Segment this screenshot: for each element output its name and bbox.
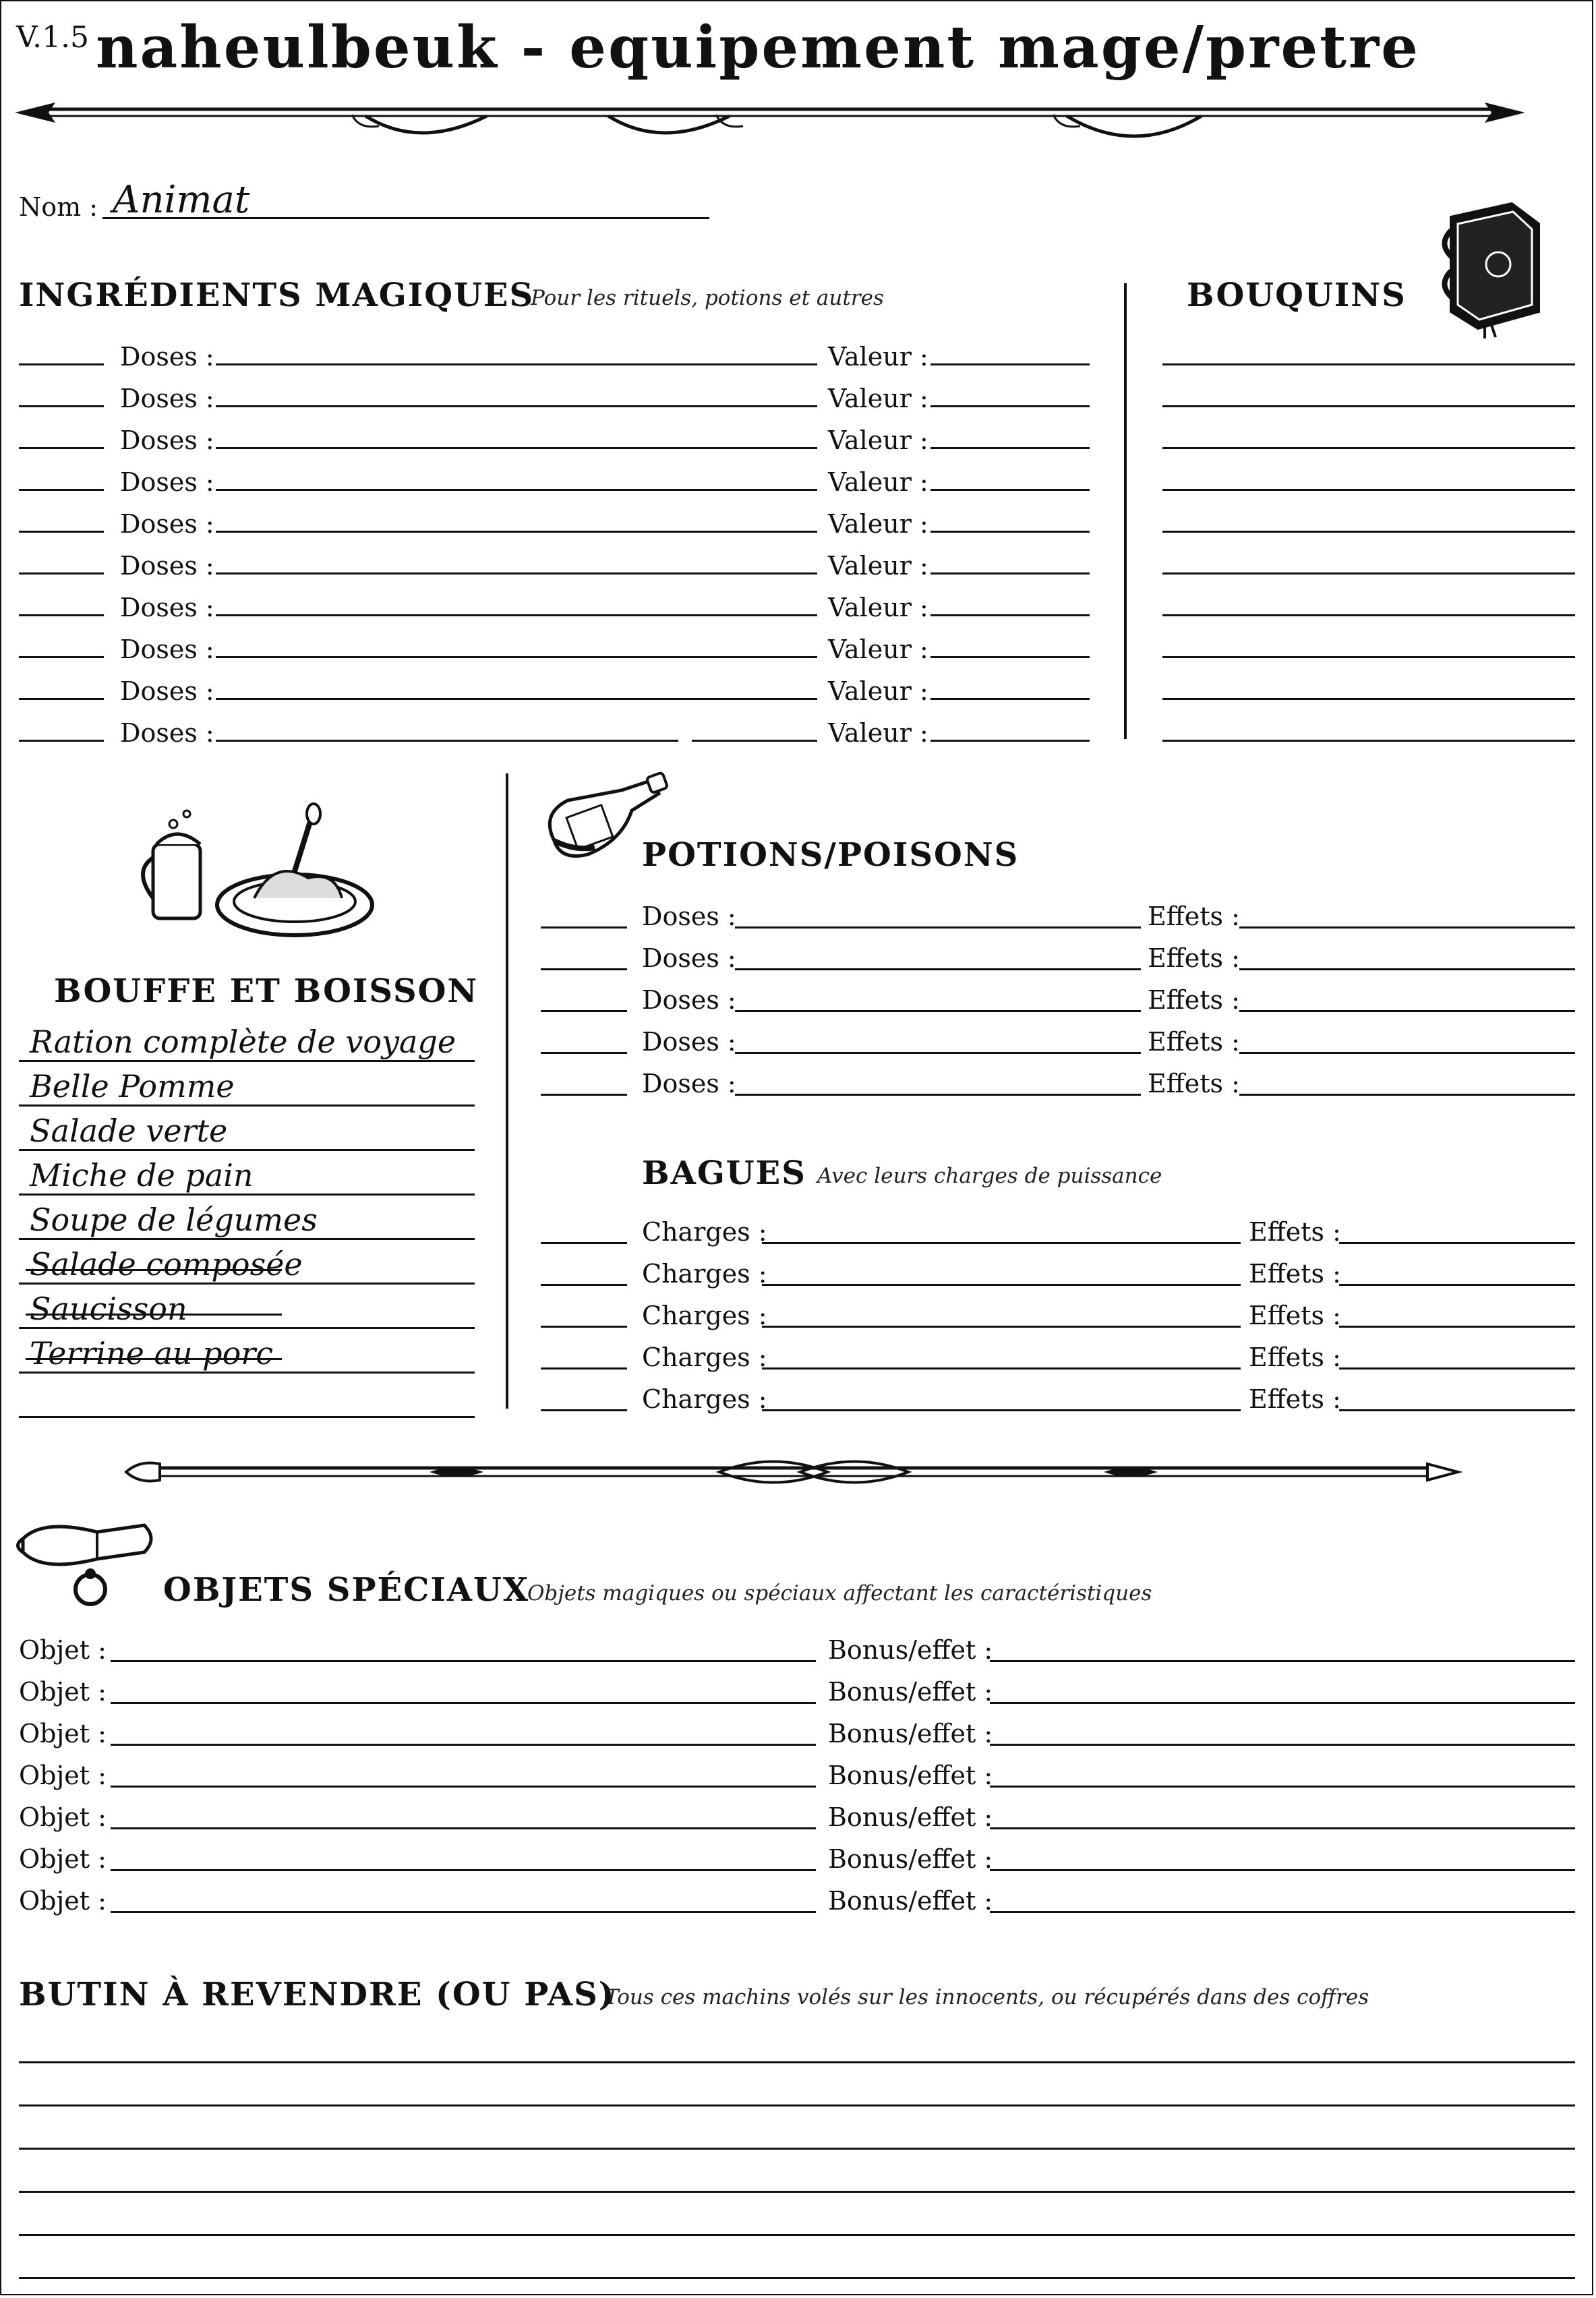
food-line[interactable] <box>19 1327 475 1329</box>
special-object-label: Objet : <box>19 1761 107 1790</box>
special-object-label: Objet : <box>19 1719 107 1748</box>
ingredients-title: INGRÉDIENTS MAGIQUES <box>19 276 535 314</box>
ingredient-value-label: Valeur : <box>828 593 928 622</box>
special-object-label: Objet : <box>19 1635 107 1665</box>
ring-effects-label: Effets : <box>1249 1217 1341 1247</box>
special-bonus-label: Bonus/effet : <box>828 1886 993 1916</box>
potions-title: POTIONS/POISONS <box>642 836 1019 874</box>
potion-effects-field[interactable] <box>1239 926 1575 929</box>
potion-doses-label: Doses : <box>642 1069 736 1098</box>
food-plate-icon <box>140 804 376 945</box>
ingredient-value-label: Valeur : <box>828 551 928 581</box>
potion-qty-field[interactable] <box>541 968 627 970</box>
special-object-field[interactable] <box>111 1911 816 1913</box>
special-bonus-field[interactable] <box>990 1702 1575 1704</box>
potion-effects-field[interactable] <box>1239 1094 1575 1096</box>
ingredient-doses-label: Doses : <box>120 551 214 581</box>
food-item: Soupe de légumes <box>30 1202 318 1238</box>
ingredient-name-field[interactable] <box>216 572 817 574</box>
book-field[interactable] <box>1162 740 1575 742</box>
loot-field[interactable] <box>19 2191 1575 2193</box>
book-field[interactable] <box>1162 614 1575 616</box>
potion-qty-field[interactable] <box>541 1094 627 1096</box>
potion-effects-field[interactable] <box>1239 1052 1575 1054</box>
name-value[interactable]: Animat <box>113 178 250 222</box>
book-field[interactable] <box>1162 363 1575 365</box>
page-title: naheulbeuk - equipement mage/pretre <box>96 13 1420 82</box>
ring-charges-label: Charges : <box>642 1343 767 1372</box>
potion-doses-label: Doses : <box>642 902 736 931</box>
ingredient-doses-label: Doses : <box>120 509 214 539</box>
ring-effects-field[interactable] <box>1339 1367 1575 1369</box>
ingredient-qty-field[interactable] <box>19 405 104 407</box>
book-field[interactable] <box>1162 447 1575 449</box>
potion-name-field[interactable] <box>735 968 1141 970</box>
ingredient-value-field[interactable] <box>930 531 1090 533</box>
potion-effects-label: Effets : <box>1148 1027 1240 1057</box>
ingredient-name-field[interactable] <box>216 698 817 700</box>
special-bonus-label: Bonus/effet : <box>828 1844 993 1874</box>
special-bonus-label: Bonus/effet : <box>828 1635 993 1665</box>
ring-effects-field[interactable] <box>1339 1326 1575 1328</box>
ingredient-name-field[interactable] <box>216 489 817 491</box>
ingredient-value-label: Valeur : <box>828 635 928 664</box>
food-item: Terrine au porc <box>30 1335 274 1372</box>
loot-field[interactable] <box>19 2061 1575 2063</box>
ingredient-value-label: Valeur : <box>828 718 928 748</box>
food-line[interactable] <box>19 1416 475 1418</box>
ring-qty-field[interactable] <box>541 1284 627 1286</box>
ingredient-qty-field[interactable] <box>19 740 104 742</box>
spellbook-icon <box>1438 197 1545 338</box>
spear-divider-icon <box>15 89 1525 150</box>
ingredient-qty-field[interactable] <box>19 489 104 491</box>
ring-charges-field[interactable] <box>762 1284 1241 1286</box>
ring-qty-field[interactable] <box>541 1242 627 1244</box>
loot-subtitle: Tous ces machins volés sur les innocents, ou récupérés dans des coffres <box>605 1985 1369 2009</box>
ring-charges-label: Charges : <box>642 1384 767 1414</box>
loot-field[interactable] <box>19 2104 1575 2106</box>
special-bonus-label: Bonus/effet : <box>828 1761 993 1790</box>
potion-effects-label: Effets : <box>1148 902 1240 931</box>
food-potions-divider <box>506 773 508 1409</box>
food-item-strikethrough <box>26 1269 282 1271</box>
ingredient-value-field[interactable] <box>930 656 1090 658</box>
ingredient-qty-field[interactable] <box>19 363 104 365</box>
food-item: Salade composée <box>30 1246 303 1283</box>
ring-charges-field[interactable] <box>762 1242 1241 1244</box>
potion-name-field[interactable] <box>735 1052 1141 1054</box>
ring-effects-field[interactable] <box>1339 1409 1575 1411</box>
ingredient-doses-label: Doses : <box>120 384 214 413</box>
name-label: Nom : <box>19 192 98 222</box>
food-line[interactable] <box>19 1104 475 1107</box>
ingredient-value-label: Valeur : <box>828 384 928 413</box>
ingredient-value-field[interactable] <box>930 572 1090 574</box>
food-line[interactable] <box>19 1060 475 1062</box>
book-field[interactable] <box>1162 656 1575 658</box>
potion-effects-label: Effets : <box>1148 985 1240 1015</box>
ingredient-value-field[interactable] <box>930 614 1090 616</box>
ingredient-qty-field[interactable] <box>19 614 104 616</box>
potion-qty-field[interactable] <box>541 1010 627 1012</box>
ingredient-doses-label: Doses : <box>120 635 214 664</box>
food-item: Miche de pain <box>30 1157 254 1194</box>
food-item-strikethrough <box>26 1358 282 1360</box>
ingredient-value-label: Valeur : <box>828 342 928 372</box>
special-object-label: Objet : <box>19 1802 107 1832</box>
book-field[interactable] <box>1162 405 1575 407</box>
food-line[interactable] <box>19 1238 475 1240</box>
potion-effects-field[interactable] <box>1239 1010 1575 1012</box>
rings-subtitle: Avec leurs charges de puissance <box>817 1164 1162 1188</box>
ring-charges-field[interactable] <box>762 1326 1241 1328</box>
loot-field[interactable] <box>19 2234 1575 2236</box>
special-object-field[interactable] <box>111 1660 816 1662</box>
special-object-field[interactable] <box>111 1702 816 1704</box>
ingredient-name-field[interactable] <box>216 363 817 365</box>
food-item: Salade verte <box>30 1113 228 1149</box>
ingredient-value-label: Valeur : <box>828 425 928 455</box>
ingredient-value-field[interactable] <box>930 740 1090 742</box>
version-label: V.1.5 <box>16 20 90 55</box>
name-underline <box>102 217 709 219</box>
ingredient-name-field[interactable] <box>216 531 817 533</box>
food-item: Ration complète de voyage <box>30 1024 456 1060</box>
special-bonus-field[interactable] <box>990 1660 1575 1662</box>
ring-charges-label: Charges : <box>642 1301 767 1330</box>
rings-title: BAGUES <box>642 1154 806 1192</box>
ring-qty-field[interactable] <box>541 1326 627 1328</box>
potion-doses-label: Doses : <box>642 985 736 1015</box>
ingredient-doses-label: Doses : <box>120 593 214 622</box>
food-item-strikethrough <box>26 1314 282 1316</box>
potion-doses-label: Doses : <box>642 1027 736 1057</box>
ingredient-value-label: Valeur : <box>828 467 928 497</box>
ingredient-name-field[interactable] <box>216 405 817 407</box>
special-object-label: Objet : <box>19 1677 107 1707</box>
ring-effects-field[interactable] <box>1339 1284 1575 1286</box>
ingredient-value-field[interactable] <box>930 447 1090 449</box>
ring-effects-field[interactable] <box>1339 1242 1575 1244</box>
ingredient-qty-field[interactable] <box>19 447 104 449</box>
special-bonus-label: Bonus/effet : <box>828 1802 993 1832</box>
food-line[interactable] <box>19 1194 475 1196</box>
special-objects-subtitle: Objets magiques ou spéciaux affectant les caractéristiques <box>527 1581 1152 1605</box>
special-bonus-field[interactable] <box>990 1744 1575 1746</box>
special-object-label: Objet : <box>19 1886 107 1916</box>
special-bonus-field[interactable] <box>990 1827 1575 1829</box>
ring-charges-label: Charges : <box>642 1259 767 1289</box>
ingredient-value-field[interactable] <box>930 363 1090 365</box>
ring-effects-label: Effets : <box>1249 1343 1341 1372</box>
food-item: Saucisson <box>30 1291 187 1327</box>
book-field[interactable] <box>1162 572 1575 574</box>
ingredients-subtitle: Pour les rituels, potions et autres <box>531 286 884 310</box>
special-object-field[interactable] <box>111 1869 816 1871</box>
potion-name-field[interactable] <box>735 1094 1141 1096</box>
ingredient-name-field[interactable] <box>216 656 817 658</box>
loot-title: BUTIN À REVENDRE (OU PAS) <box>19 1976 616 2013</box>
special-bonus-field[interactable] <box>990 1786 1575 1788</box>
ring-qty-field[interactable] <box>541 1409 627 1411</box>
ingredient-value-label: Valeur : <box>828 509 928 539</box>
special-object-field[interactable] <box>111 1744 816 1746</box>
special-object-field[interactable] <box>111 1827 816 1829</box>
special-bonus-field[interactable] <box>990 1911 1575 1913</box>
ingredient-name-field[interactable] <box>216 447 817 449</box>
potion-name-field[interactable] <box>735 1010 1141 1012</box>
loot-field[interactable] <box>19 2148 1575 2150</box>
ring-qty-field[interactable] <box>541 1367 627 1369</box>
ring-charges-label: Charges : <box>642 1217 767 1247</box>
potion-effects-label: Effets : <box>1148 943 1240 973</box>
special-bonus-label: Bonus/effet : <box>828 1719 993 1748</box>
ingredient-qty-field[interactable] <box>19 572 104 574</box>
potion-qty-field[interactable] <box>541 926 627 929</box>
potion-effects-label: Effets : <box>1148 1069 1240 1098</box>
special-objects-title: OBJETS SPÉCIAUX <box>163 1571 530 1609</box>
ring-effects-label: Effets : <box>1249 1259 1341 1289</box>
special-bonus-field[interactable] <box>990 1869 1575 1871</box>
ring-effects-label: Effets : <box>1249 1301 1341 1330</box>
books-title: BOUQUINS <box>1187 276 1407 314</box>
special-bonus-label: Bonus/effet : <box>828 1677 993 1707</box>
book-field[interactable] <box>1162 698 1575 700</box>
special-object-label: Objet : <box>19 1844 107 1874</box>
ingredient-value-field[interactable] <box>930 405 1090 407</box>
ingredient-qty-field[interactable] <box>19 698 104 700</box>
ingredient-qty-field[interactable] <box>19 531 104 533</box>
potion-effects-field[interactable] <box>1239 968 1575 970</box>
food-title: BOUFFE ET BOISSON <box>54 972 479 1010</box>
book-field[interactable] <box>1162 489 1575 491</box>
food-line[interactable] <box>19 1372 475 1374</box>
scroll-ring-icon <box>16 1512 158 1613</box>
food-item: Belle Pomme <box>30 1068 235 1104</box>
ingredient-value-label: Valeur : <box>828 676 928 706</box>
ingredient-doses-label: Doses : <box>120 718 214 748</box>
ingredient-name-field-extra[interactable] <box>692 740 817 742</box>
ingredient-name-field[interactable] <box>216 740 678 742</box>
ingredients-books-divider <box>1124 283 1127 739</box>
food-line[interactable] <box>19 1149 475 1151</box>
potion-doses-label: Doses : <box>642 943 736 973</box>
ingredient-qty-field[interactable] <box>19 656 104 658</box>
special-object-field[interactable] <box>111 1786 816 1788</box>
ingredient-doses-label: Doses : <box>120 467 214 497</box>
ingredient-doses-label: Doses : <box>120 676 214 706</box>
ring-effects-label: Effets : <box>1249 1384 1341 1414</box>
staff-divider-icon <box>126 1448 1461 1495</box>
ingredient-name-field[interactable] <box>216 614 817 616</box>
book-field[interactable] <box>1162 531 1575 533</box>
ingredient-value-field[interactable] <box>930 489 1090 491</box>
loot-field[interactable] <box>19 2277 1575 2279</box>
potion-qty-field[interactable] <box>541 1052 627 1054</box>
ingredient-doses-label: Doses : <box>120 342 214 372</box>
ring-charges-field[interactable] <box>762 1409 1241 1411</box>
ingredient-doses-label: Doses : <box>120 425 214 455</box>
ingredient-value-field[interactable] <box>930 698 1090 700</box>
food-line[interactable] <box>19 1283 475 1285</box>
potion-name-field[interactable] <box>735 926 1141 929</box>
ring-charges-field[interactable] <box>762 1367 1241 1369</box>
